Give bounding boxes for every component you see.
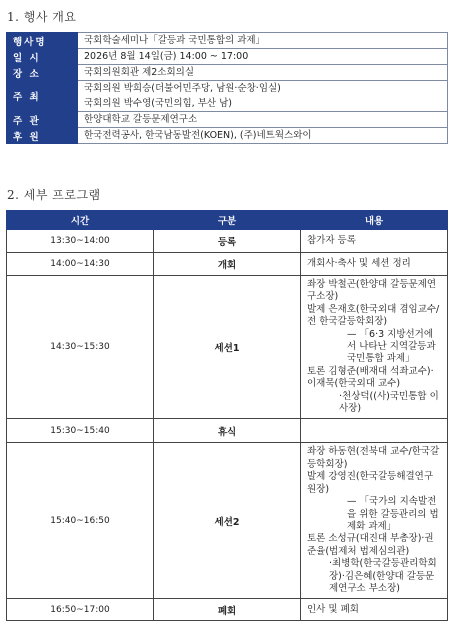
program-time: 15:30~15:40 bbox=[7, 419, 154, 443]
overview-value: 국회의원회관 제2소회의실 bbox=[78, 65, 448, 81]
section-title-overview: 1. 행사 개요 bbox=[7, 10, 77, 24]
overview-value: 2026년 8월 14일(금) 14:00 ~ 17:00 bbox=[78, 49, 448, 65]
program-content: 인사 및 폐회 bbox=[301, 599, 448, 621]
overview-key: 주 관 bbox=[7, 112, 78, 128]
program-time: 15:40~16:50 bbox=[7, 443, 154, 599]
program-line-topic: — 「국가의 지속발전을 위한 갈등관리의 법제화 과제」 bbox=[347, 496, 439, 532]
program-row-break bbox=[7, 419, 448, 443]
program-header-time: 시간 bbox=[7, 211, 154, 230]
overview-value: 국회학술세미나「갈등과 국민통합의 과제」 bbox=[78, 33, 448, 49]
section-title-program: 2. 세부 프로그램 bbox=[7, 188, 101, 202]
overview-table bbox=[6, 32, 448, 144]
program-table bbox=[6, 210, 448, 621]
program-content bbox=[301, 276, 448, 419]
overview-row-name bbox=[7, 33, 448, 49]
program-kind: 휴식 bbox=[154, 419, 301, 443]
program-content: 참가자 등록 bbox=[301, 230, 448, 253]
program-kind: 세션1 bbox=[154, 276, 301, 419]
overview-value: 한국전력공사, 한국남동발전(KOEN), (주)네트웍스와이 bbox=[78, 128, 448, 144]
program-time: 14:30~15:30 bbox=[7, 276, 154, 419]
program-content bbox=[301, 419, 448, 443]
overview-row-organizer bbox=[7, 112, 448, 128]
program-line-chair: 좌장 하동현(전북대 교수/한국갈등학회장) bbox=[307, 446, 440, 470]
program-row-session2 bbox=[7, 443, 448, 599]
program-kind: 개회 bbox=[154, 253, 301, 276]
program-content: 개회사·축사 및 세션 정리 bbox=[301, 253, 448, 276]
overview-row-sponsor bbox=[7, 128, 448, 144]
overview-key: 장 소 bbox=[7, 65, 78, 81]
program-row-opening bbox=[7, 253, 448, 276]
overview-value bbox=[78, 81, 448, 112]
overview-value-line: 국회의원 박수영(국민의힘, 부산 남) bbox=[84, 98, 232, 109]
overview-value: 한양대학교 갈등문제연구소 bbox=[78, 112, 448, 128]
program-row-closing bbox=[7, 599, 448, 621]
overview-key: 후 원 bbox=[7, 128, 78, 144]
overview-row-host bbox=[7, 81, 448, 112]
program-line-presenter: 발제 강영진(한국갈등해결연구원장) bbox=[307, 471, 434, 495]
program-line-presenter: 발제 은재호(한국외대 겸임교수/전 한국갈등학회장) bbox=[307, 303, 440, 328]
program-kind: 세션2 bbox=[154, 443, 301, 599]
overview-value-line: 국회의원 박희승(더불어민주당, 남원·순창·임실) bbox=[84, 83, 281, 94]
program-line-discussants-cont: ·최병학(한국갈등관리학회장)·김은혜(한양대 갈등문제연구소 부소장) bbox=[329, 558, 437, 594]
program-time: 13:30~14:00 bbox=[7, 230, 154, 253]
program-kind: 폐회 bbox=[154, 599, 301, 621]
program-line-discussants-cont: ·천상덕((사)국민통합 이사장) bbox=[339, 390, 439, 415]
program-content bbox=[301, 443, 448, 599]
program-time: 16:50~17:00 bbox=[7, 599, 154, 621]
program-row-session1 bbox=[7, 276, 448, 419]
program-kind: 등록 bbox=[154, 230, 301, 253]
program-line-discussants: 토론 소성규(대진대 부총장)·권준율(법제처 법제심의관) bbox=[307, 533, 434, 557]
program-header-content: 내용 bbox=[301, 211, 448, 230]
program-line-chair: 좌장 박철곤(한양대 갈등문제연구소장) bbox=[307, 279, 437, 303]
program-header-kind: 구분 bbox=[154, 211, 301, 230]
overview-key: 행사명 bbox=[7, 33, 78, 49]
overview-row-datetime bbox=[7, 49, 448, 65]
program-row-registration bbox=[7, 230, 448, 253]
program-line-discussants: 토론 김형준(배재대 석좌교수)·이재묵(한국외대 교수) bbox=[307, 365, 434, 390]
program-line-topic: — 「6·3 지방선거에서 나타난 지역갈등과 국민통합 과제」 bbox=[347, 328, 436, 365]
program-header-row bbox=[7, 211, 448, 230]
program-time: 14:00~14:30 bbox=[7, 253, 154, 276]
overview-key: 주 최 bbox=[7, 81, 78, 112]
overview-key: 일 시 bbox=[7, 49, 78, 65]
overview-row-venue bbox=[7, 65, 448, 81]
